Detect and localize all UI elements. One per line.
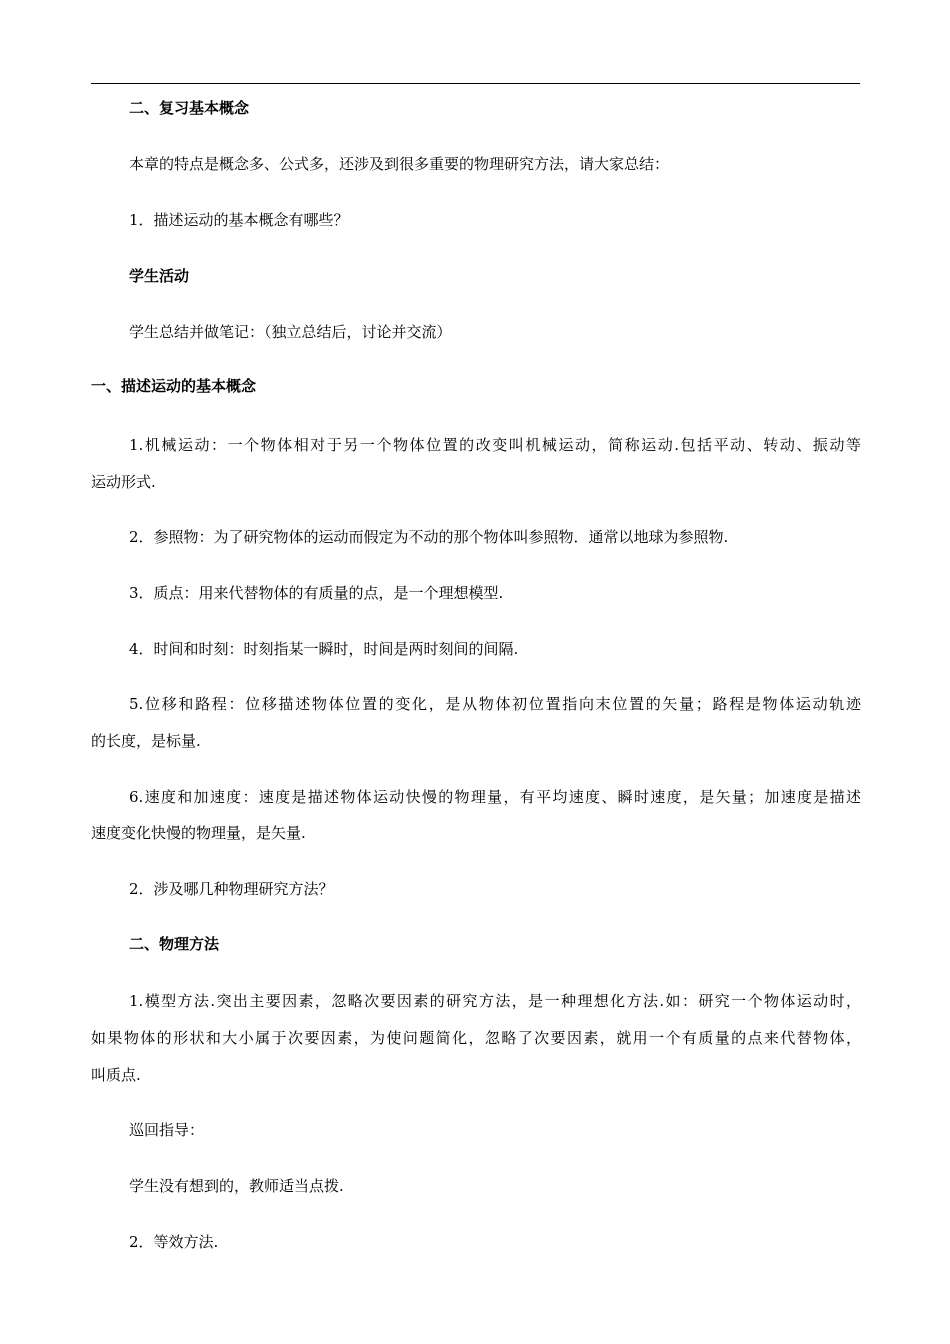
section-heading-review: 二、复习基本概念	[129, 99, 250, 117]
student-activity-heading: 学生活动	[129, 267, 190, 285]
concept-5-line-2: 的长度，是标量.	[91, 732, 201, 750]
tour-guidance: 巡回指导：	[129, 1121, 205, 1139]
header-rule	[91, 83, 860, 84]
method-1-line-1: 1.模型方法.突出主要因素，忽略次要因素的研究方法，是一种理想化方法.如：研究一个物体运动时，	[129, 992, 861, 1010]
section-heading-methods: 二、物理方法	[129, 935, 220, 953]
concept-1-line-2: 运动形式.	[91, 473, 156, 491]
concept-5-line-1: 5.位移和路程：位移描述物体位置的变化，是从物体初位置指向末位置的矢量；路程是物体运动轨迹	[129, 695, 861, 713]
concept-1-line-1: 1.机械运动：一个物体相对于另一个物体位置的改变叫机械运动，简称运动.包括平动、转动、振动等	[129, 436, 861, 454]
concept-6-line-1: 6.速度和加速度：速度是描述物体运动快慢的物理量，有平均速度、瞬时速度，是矢量；加速度是描述	[129, 788, 861, 806]
method-1-line-2: 如果物体的形状和大小属于次要因素，为使问题简化，忽略了次要因素，就用一个有质量的点来代替物体，	[91, 1029, 861, 1047]
intro-paragraph: 本章的特点是概念多、公式多，还涉及到很多重要的物理研究方法，请大家总结：	[129, 155, 670, 173]
method-1-line-3: 叫质点.	[91, 1066, 141, 1084]
method-2: 2．等效方法.	[129, 1233, 219, 1251]
question-2: 2．涉及哪几种物理研究方法？	[129, 880, 334, 898]
student-activity-text: 学生总结并做笔记：（独立总结后，讨论并交流）	[129, 323, 452, 341]
section-heading-concepts: 一、描述运动的基本概念	[91, 377, 257, 395]
teacher-hint: 学生没有想到的，教师适当点拨.	[129, 1177, 344, 1195]
concept-2: 2．参照物：为了研究物体的运动而假定为不动的那个物体叫参照物．通常以地球为参照物.	[129, 528, 729, 546]
question-1: 1．描述运动的基本概念有哪些？	[129, 211, 349, 229]
concept-3: 3．质点：用来代替物体的有质量的点，是一个理想模型.	[129, 584, 504, 602]
concept-6-line-2: 速度变化快慢的物理量，是矢量.	[91, 824, 306, 842]
concept-4: 4．时间和时刻：时刻指某一瞬时，时间是两时刻间的间隔.	[129, 640, 519, 658]
